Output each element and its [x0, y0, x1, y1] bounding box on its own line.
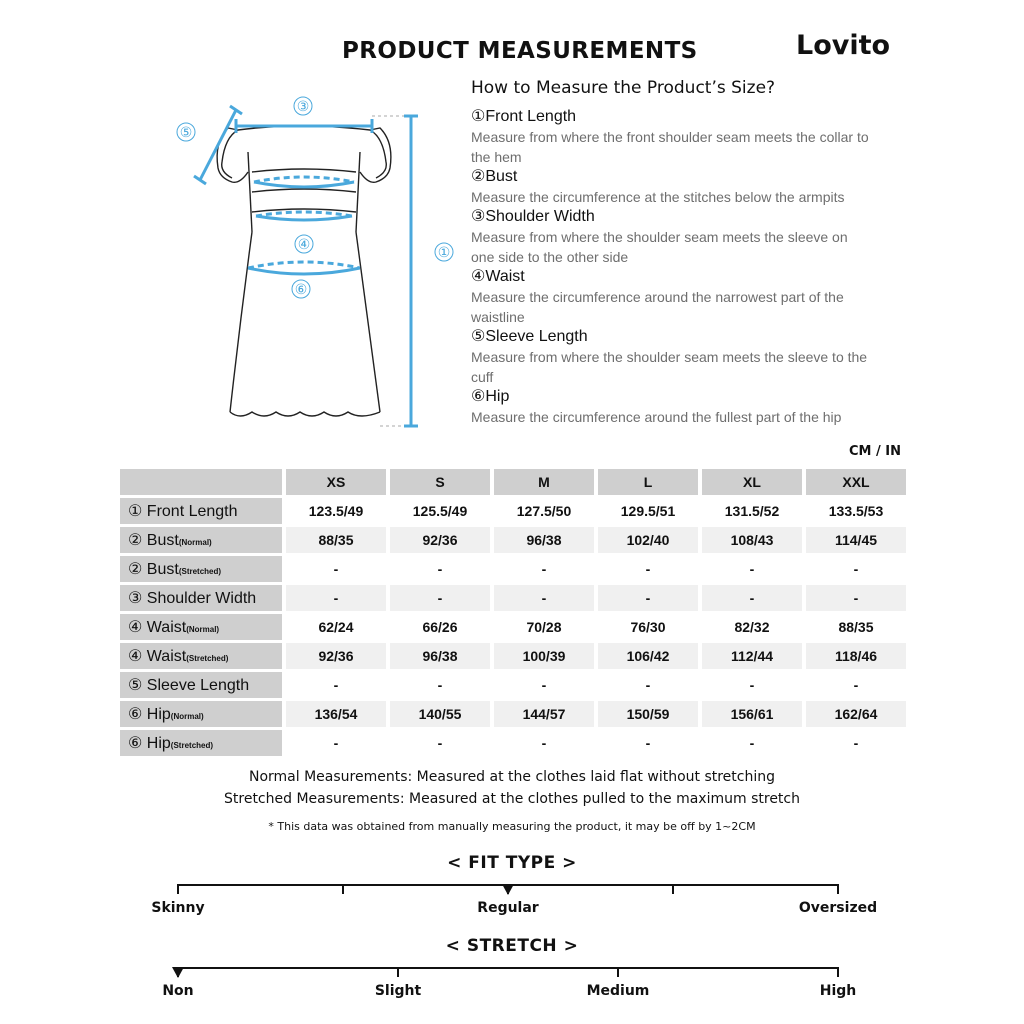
row-label-text: ③ Shoulder Width: [128, 590, 257, 607]
table-cell: -: [806, 730, 906, 756]
table-row: [120, 585, 906, 611]
table-cell: 118/46: [806, 643, 906, 669]
measure-item-sleeve-length: [471, 327, 891, 387]
table-row: [120, 643, 906, 669]
measure-name: ②Bust: [471, 168, 518, 185]
table-row: [120, 730, 906, 756]
table-cell: -: [598, 585, 698, 611]
table-cell: 114/45: [806, 527, 906, 553]
marker-1: ①: [437, 245, 451, 261]
row-label-sub: (Stretched): [170, 741, 214, 750]
selected-marker-icon: [502, 884, 514, 895]
table-cell: -: [702, 585, 802, 611]
table-cell: -: [702, 730, 802, 756]
disclaimer: * This data was obtained from manually measuring the product, it may be off by 1~2CM: [268, 820, 756, 833]
measure-name: ⑤Sleeve Length: [471, 328, 588, 345]
page-title: PRODUCT MEASUREMENTS: [342, 38, 698, 64]
dress-outline: [217, 126, 391, 416]
table-cell: -: [702, 672, 802, 698]
row-label-text: ② Bust: [128, 532, 179, 549]
row-label-sub: (Stretched): [178, 567, 222, 576]
scale-label: Medium: [586, 983, 650, 999]
table-cell: 76/30: [598, 614, 698, 640]
measure-item-waist: [471, 267, 891, 327]
table-cell: 102/40: [598, 527, 698, 553]
fit-type-title: < FIT TYPE >: [447, 853, 577, 873]
stretch-title: < STRETCH >: [445, 936, 579, 956]
measure-desc: Measure the circumference around the fullest part of the hip: [471, 409, 842, 425]
row-label-text: ⑥ Hip: [128, 735, 171, 752]
table-cell: 108/43: [702, 527, 802, 553]
table-row: [120, 701, 906, 727]
measure-desc: Measure from where the front shoulder seam meets the collar to the hem: [471, 129, 869, 165]
measure-item-hip: [471, 387, 891, 427]
size-header: XL: [702, 469, 802, 495]
table-cell: -: [598, 672, 698, 698]
size-table-body: [120, 498, 906, 756]
table-cell: 92/36: [286, 643, 386, 669]
stretched-note: Stretched Measurements: Measured at the clothes pulled to the maximum stretch: [224, 791, 800, 807]
row-label: [120, 527, 282, 553]
row-label-text: ④ Waist: [128, 619, 187, 636]
size-header: XS: [286, 469, 386, 495]
table-row: [120, 672, 906, 698]
stretch-scale: [162, 967, 857, 999]
table-cell: 144/57: [494, 701, 594, 727]
header-corner: [120, 469, 282, 495]
table-cell: 162/64: [806, 701, 906, 727]
table-cell: -: [494, 556, 594, 582]
row-label-text: ① Front Length: [128, 503, 238, 520]
measure-name: ④Waist: [471, 268, 525, 285]
row-label-text: ⑤ Sleeve Length: [128, 677, 250, 694]
table-cell: -: [702, 556, 802, 582]
unit-label: CM / IN: [849, 444, 901, 459]
scale-label: Slight: [374, 983, 422, 999]
row-label-text: ④ Waist: [128, 648, 187, 665]
size-table: [116, 466, 910, 759]
scale-tick: [837, 967, 839, 977]
marker-4: ④: [297, 237, 311, 253]
table-cell: 140/55: [390, 701, 490, 727]
dress-diagram: [170, 92, 460, 432]
size-header: XXL: [806, 469, 906, 495]
table-cell: 96/38: [390, 643, 490, 669]
scale-label: Regular: [477, 900, 539, 916]
scale-label: Skinny: [151, 900, 205, 916]
scale-tick: [342, 884, 344, 894]
size-header: L: [598, 469, 698, 495]
table-cell: 92/36: [390, 527, 490, 553]
table-cell: -: [286, 730, 386, 756]
measure-item-shoulder-width: [471, 207, 891, 267]
row-label-sub: (Normal): [186, 625, 220, 634]
measure-item-front-length: [471, 107, 891, 167]
table-cell: 129.5/51: [598, 498, 698, 524]
row-label-sub: (Normal): [178, 538, 212, 547]
table-cell: 70/28: [494, 614, 594, 640]
table-cell: 131.5/52: [702, 498, 802, 524]
scale-tick: [672, 884, 674, 894]
table-cell: 96/38: [494, 527, 594, 553]
row-label-sub: (Normal): [170, 712, 204, 721]
table-cell: -: [598, 556, 698, 582]
measure-name: ③Shoulder Width: [471, 208, 595, 225]
table-cell: 127.5/50: [494, 498, 594, 524]
table-cell: -: [806, 672, 906, 698]
how-to-measure-title: How to Measure the Product’s Size?: [471, 78, 776, 98]
scale-label: Non: [162, 983, 194, 999]
table-cell: 150/59: [598, 701, 698, 727]
row-label-text: ② Bust: [128, 561, 179, 578]
table-cell: 62/24: [286, 614, 386, 640]
size-header: M: [494, 469, 594, 495]
row-label: [120, 614, 282, 640]
brand-logo: Lovito: [796, 30, 891, 61]
table-row: [120, 498, 906, 524]
table-cell: -: [390, 672, 490, 698]
measure-item-bust: [471, 167, 891, 207]
scale-tick: [617, 967, 619, 977]
table-cell: 112/44: [702, 643, 802, 669]
row-label: [120, 556, 282, 582]
row-label: [120, 498, 282, 524]
row-label: [120, 701, 282, 727]
table-row: [120, 527, 906, 553]
table-cell: 125.5/49: [390, 498, 490, 524]
table-cell: -: [286, 585, 386, 611]
table-cell: 123.5/49: [286, 498, 386, 524]
measure-name: ⑥Hip: [471, 388, 510, 405]
marker-5: ⑤: [179, 125, 193, 141]
measure-desc: Measure the circumference at the stitches below the armpits: [471, 189, 845, 205]
row-label-sub: (Stretched): [186, 654, 229, 663]
table-cell: 66/26: [390, 614, 490, 640]
fit-type-scale: [151, 884, 878, 916]
scale-tick: [397, 967, 399, 977]
measure-desc: Measure the circumference around the narrowest part of the waistline: [471, 289, 844, 325]
size-header: S: [390, 469, 490, 495]
row-label: [120, 585, 282, 611]
table-cell: 136/54: [286, 701, 386, 727]
measurement-notes: [0, 766, 1024, 833]
scale-tick: [837, 884, 839, 894]
row-label: [120, 730, 282, 756]
table-row: [120, 556, 906, 582]
scale-tick: [177, 884, 179, 894]
size-header-row: [120, 469, 906, 495]
table-cell: 100/39: [494, 643, 594, 669]
table-cell: -: [286, 672, 386, 698]
selected-marker-icon: [172, 967, 184, 978]
marker-6: ⑥: [294, 282, 308, 298]
row-label-text: ⑥ Hip: [128, 706, 171, 723]
table-cell: -: [806, 585, 906, 611]
table-cell: 88/35: [806, 614, 906, 640]
marker-3: ③: [296, 99, 310, 115]
normal-note: Normal Measurements: Measured at the clothes laid flat without stretching: [249, 769, 775, 785]
table-cell: -: [494, 672, 594, 698]
table-cell: -: [598, 730, 698, 756]
table-cell: 106/42: [598, 643, 698, 669]
table-cell: 88/35: [286, 527, 386, 553]
how-to-measure: [471, 78, 891, 427]
measure-desc: Measure from where the shoulder seam meets the sleeve to the cuff: [471, 349, 868, 385]
table-cell: 156/61: [702, 701, 802, 727]
measure-name: ①Front Length: [471, 108, 577, 125]
table-cell: 133.5/53: [806, 498, 906, 524]
table-cell: -: [806, 556, 906, 582]
measure-desc: Measure from where the shoulder seam meets the sleeve on one side to the other side: [471, 229, 848, 265]
table-cell: -: [390, 730, 490, 756]
table-row: [120, 614, 906, 640]
table-cell: -: [494, 585, 594, 611]
table-cell: -: [494, 730, 594, 756]
row-label: [120, 643, 282, 669]
table-cell: -: [390, 556, 490, 582]
table-cell: 82/32: [702, 614, 802, 640]
scale-label: High: [819, 983, 857, 999]
table-cell: -: [286, 556, 386, 582]
row-label: [120, 672, 282, 698]
scale-label: Oversized: [798, 900, 878, 916]
table-cell: -: [390, 585, 490, 611]
